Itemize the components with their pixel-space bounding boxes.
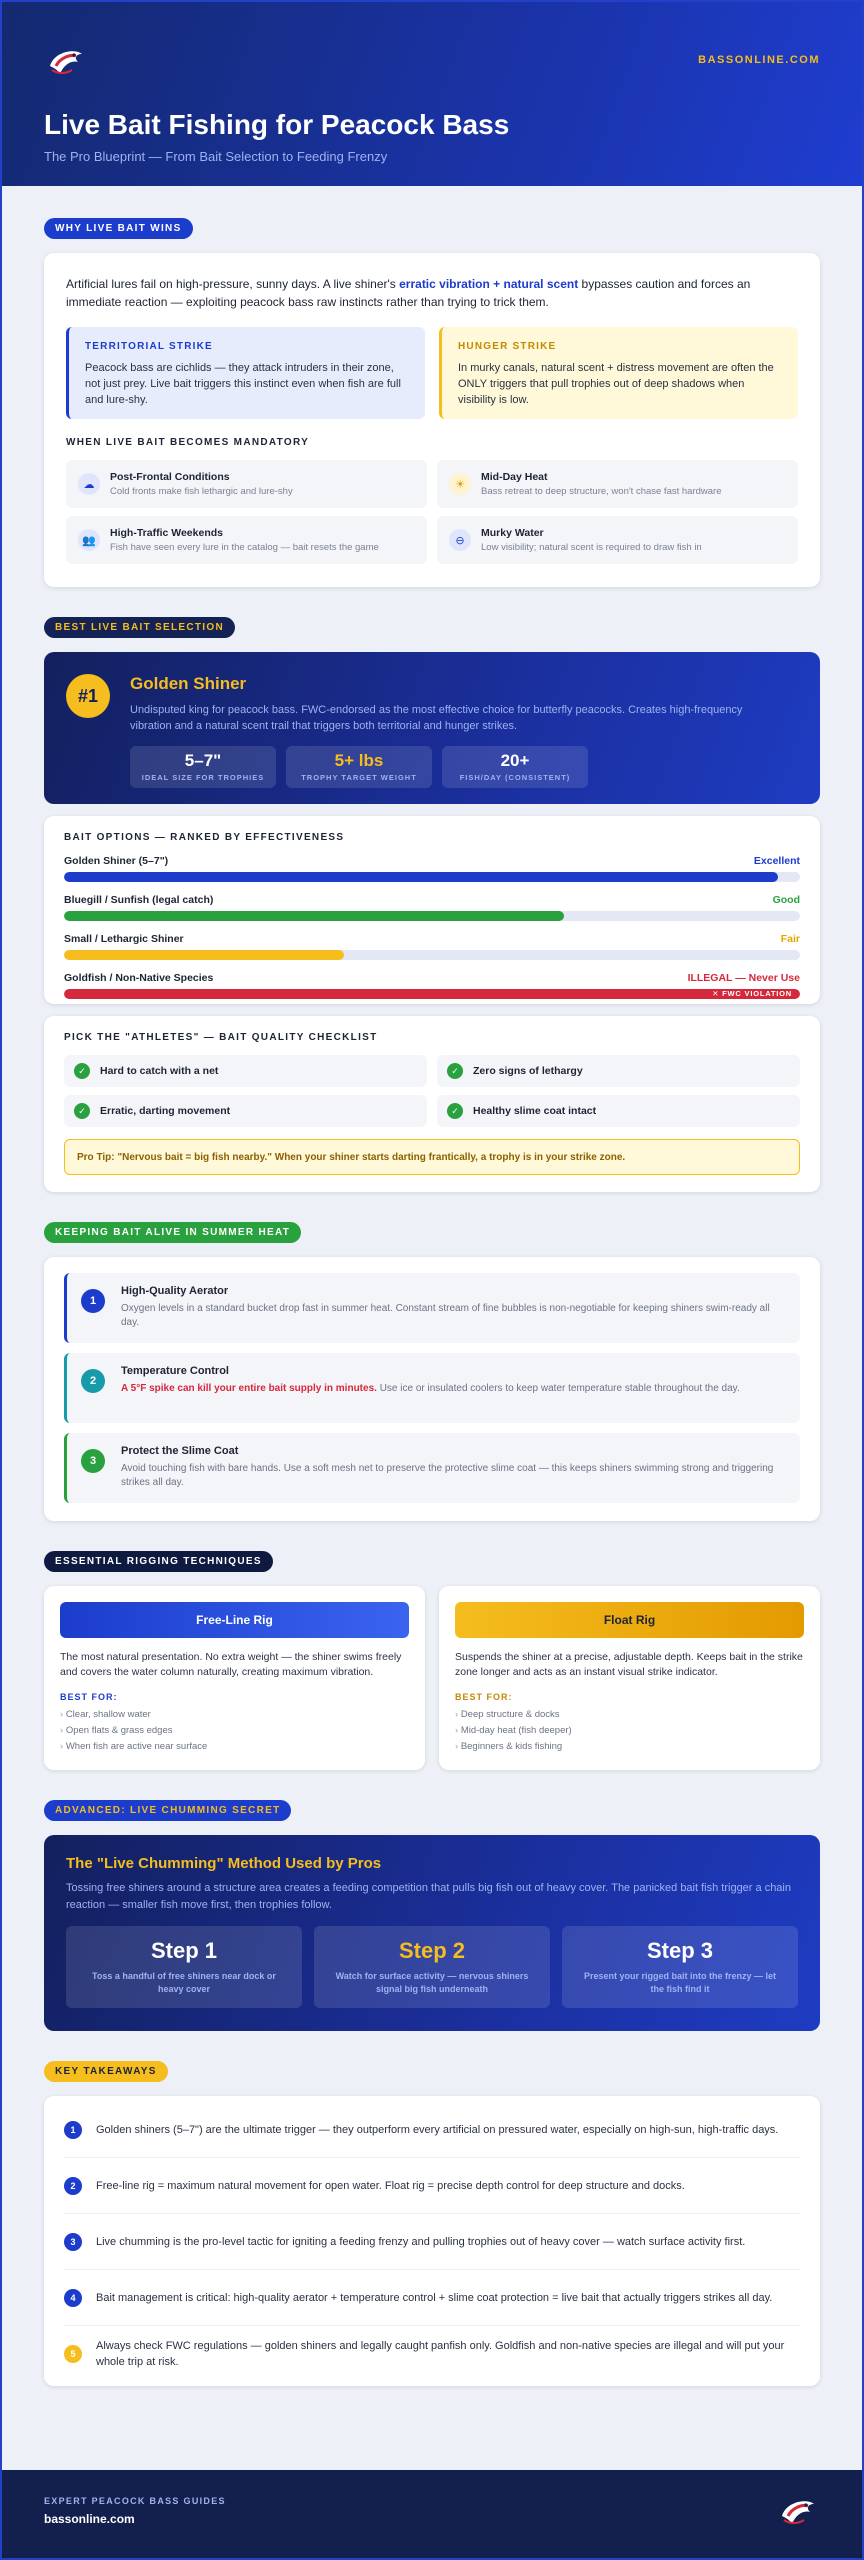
mandatory-heading: WHEN LIVE BAIT BECOMES MANDATORY: [66, 437, 310, 448]
effectiveness-bar-fill: [64, 911, 564, 921]
free-line-rig-card: Free-Line Rig The most natural presentation. No extra weight — the shiner swims freely and covers the water column naturally, creating maximum vibration. BEST FOR: › Clear, shallow water › Open flats & grass edges › When fish are active near surface: [44, 1586, 425, 1770]
bass-logo-icon: [776, 2490, 820, 2534]
page-title: Live Bait Fishing for Peacock Bass: [44, 109, 510, 140]
site-url-link[interactable]: BASSONLINE.COM: [698, 54, 820, 66]
chumming-title: The "Live Chumming" Method Used by Pros: [66, 1855, 382, 1872]
bait-rank-row: [64, 894, 800, 921]
stat-trophy-weight: 5+ lbs TROPHY TARGET WEIGHT: [286, 746, 432, 788]
bait-name: Bluegill / Sunfish (legal catch): [64, 894, 214, 906]
pro-tip: Pro Tip: "Nervous bait = big fish nearby." When your shiner starts darting frantically, a trophy is in your strike zone.: [64, 1139, 800, 1175]
key-takeaways-card: [44, 2096, 820, 2386]
footer: [2, 2470, 862, 2558]
check-icon: ✓: [447, 1063, 463, 1079]
list-item: › Open flats & grass edges: [60, 1723, 409, 1739]
step-slime-coat: 3 Protect the Slime Coat Avoid touching fish with bare hands. Use a soft mesh net to preserve the protective slime coat — this keeps shiners swimming strong and triggering strikes all day.: [64, 1433, 800, 1503]
bait-rating: Good: [772, 894, 800, 906]
takeaway-item: 5 Always check FWC regulations — golden shiners and legally caught panfish only. Goldfish and non-native species are illegal and will put your whole trip at risk.: [64, 2326, 800, 2382]
takeaway-item: 2 Free-line rig = maximum natural movement for open water. Float rig = precise depth control for deep structure and docks.: [64, 2158, 800, 2214]
eye-icon: ⊖: [449, 529, 471, 551]
chumming-text: Tossing free shiners around a structure area creates a feeding competition that pulls big fish out of heavy cover. The panicked bait fish trigger a chain reaction — smaller fish move first, then trophies follow.: [66, 1882, 791, 1911]
effectiveness-bar: [64, 989, 800, 999]
stat-fish-per-day: 20+ FISH/DAY (CONSISTENT): [442, 746, 588, 788]
bait-rank-row: [64, 933, 800, 960]
bait-rating: ILLEGAL — Never Use: [687, 972, 800, 984]
list-item: › Beginners & kids fishing: [455, 1739, 804, 1755]
sun-icon: ☀: [449, 473, 471, 495]
step-temperature: 2 Temperature Control A 5°F spike can kill your entire bait supply in minutes. Use ice or insulated coolers to keep water temperature stable throughout the day.: [64, 1353, 800, 1423]
bait-checklist-card: [44, 1016, 820, 1192]
checklist-item: ✓ Healthy slime coat intact: [437, 1095, 800, 1127]
rank-badge: #1: [66, 674, 110, 718]
check-icon: ✓: [447, 1103, 463, 1119]
why-live-bait-card: [44, 253, 820, 587]
footer-url-link[interactable]: bassonline.com: [44, 2512, 135, 2526]
cloud-icon: ☁: [78, 473, 100, 495]
effectiveness-bar: [64, 872, 800, 882]
bass-logo-icon: [44, 40, 88, 84]
float-rig-card: Float Rig Suspends the shiner at a precise, adjustable depth. Keeps bait in the strike zone longer and acts as an instant visual strike indicator. BEST FOR: › Deep structure & docks › Mid-day heat (fish deeper) › Beginners & kids fishing: [439, 1586, 820, 1770]
effectiveness-bar: [64, 911, 800, 921]
list-item: › When fish are active near surface: [60, 1739, 409, 1755]
checklist-item: ✓ Hard to catch with a net: [64, 1055, 427, 1087]
check-icon: ✓: [74, 1103, 90, 1119]
checklist-heading: PICK THE "ATHLETES" — BAIT QUALITY CHECKLIST: [64, 1032, 378, 1043]
bait-name: Small / Lethargic Shiner: [64, 933, 184, 945]
bait-name: Goldfish / Non-Native Species: [64, 972, 214, 984]
keeping-bait-alive-pill: KEEPING BAIT ALIVE IN SUMMER HEAT: [44, 1222, 301, 1243]
bait-rank-row: [64, 972, 800, 999]
stat-ideal-size: 5–7" IDEAL SIZE FOR TROPHIES: [130, 746, 276, 788]
free-line-rig-title: Free-Line Rig: [60, 1602, 409, 1638]
golden-shiner-card: [44, 652, 820, 804]
footer-label: EXPERT PEACOCK BASS GUIDES: [44, 2496, 226, 2506]
list-item: › Deep structure & docks: [455, 1707, 804, 1723]
takeaway-item: 3 Live chumming is the pro-level tactic for igniting a feeding frenzy and pulling trophies out of heavy cover — watch surface activity first.: [64, 2214, 800, 2270]
golden-shiner-desc: Undisputed king for peacock bass. FWC-endorsed as the most effective choice for butterfly peacocks. Creates high-frequency vibration and a natural scent trail that triggers both territorial and hunger strikes.: [130, 704, 743, 732]
chumming-pill: ADVANCED: LIVE CHUMMING SECRET: [44, 1800, 291, 1821]
keeping-bait-alive-card: [44, 1257, 820, 1521]
effectiveness-bar-fill: [64, 989, 800, 999]
effectiveness-bar-fill: [64, 950, 344, 960]
condition-mid-day-heat: ☀ Mid-Day Heat Bass retreat to deep structure, won't chase fast hardware: [437, 460, 798, 508]
takeaway-item: 1 Golden shiners (5–7") are the ultimate trigger — they outperform every artificial on pressured water, especially on high-sun, high-traffic days.: [64, 2102, 800, 2158]
float-rig-title: Float Rig: [455, 1602, 804, 1638]
header: [2, 2, 862, 186]
bait-rating: Fair: [780, 933, 800, 945]
chum-step-2: Step 2 Watch for surface activity — nervous shiners signal big fish underneath: [314, 1926, 550, 2008]
bait-rank-row: [64, 855, 800, 882]
best-bait-pill: BEST LIVE BAIT SELECTION: [44, 617, 235, 638]
page-subtitle: The Pro Blueprint — From Bait Selection to Feeding Frenzy: [44, 149, 388, 164]
bait-ranking-card: [44, 816, 820, 1004]
rigging-pill: ESSENTIAL RIGGING TECHNIQUES: [44, 1551, 273, 1572]
condition-post-frontal: ☁ Post-Frontal Conditions Cold fronts make fish lethargic and lure-shy: [66, 460, 427, 508]
live-chumming-card: [44, 1835, 820, 2031]
list-item: › Mid-day heat (fish deeper): [455, 1723, 804, 1739]
people-icon: 👥: [78, 529, 100, 551]
bait-name: Golden Shiner (5–7"): [64, 855, 169, 867]
why-live-bait-pill: WHY LIVE BAIT WINS: [44, 218, 193, 239]
condition-high-traffic: 👥 High-Traffic Weekends Fish have seen every lure in the catalog — bait resets the game: [66, 516, 427, 564]
step-aerator: 1 High-Quality Aerator Oxygen levels in a standard bucket drop fast in summer heat. Constant stream of fine bubbles is non-negotiable for keeping shiners swim-ready all day.: [64, 1273, 800, 1343]
takeaway-item: 4 Bait management is critical: high-quality aerator + temperature control + slime coat protection = live bait that actually triggers strikes all day.: [64, 2270, 800, 2326]
condition-murky-water: ⊖ Murky Water Low visibility; natural scent is required to draw fish in: [437, 516, 798, 564]
key-takeaways-pill: KEY TAKEAWAYS: [44, 2061, 168, 2082]
hunger-strike-box: HUNGER STRIKE In murky canals, natural scent + distress movement are often the ONLY triggers that pull trophies out of deep shadows when visibility is low.: [439, 327, 798, 419]
bait-rating: Excellent: [753, 855, 800, 867]
territorial-strike-box: TERRITORIAL STRIKE Peacock bass are cichlids — they attack intruders in their zone, not just prey. Live bait triggers this instinct even when fish are full and lure-shy.: [66, 327, 425, 419]
checklist-item: ✓ Zero signs of lethargy: [437, 1055, 800, 1087]
golden-shiner-title: Golden Shiner: [130, 674, 247, 693]
chum-step-1: Step 1 Toss a handful of free shiners near dock or heavy cover: [66, 1926, 302, 2008]
chum-step-3: Step 3 Present your rigged bait into the frenzy — let the fish find it: [562, 1926, 798, 2008]
list-item: › Clear, shallow water: [60, 1707, 409, 1723]
effectiveness-bar: [64, 950, 800, 960]
effectiveness-bar-fill: [64, 872, 778, 882]
intro-text: Artificial lures fail on high-pressure, sunny days. A live shiner's erratic vibration + natural scent bypasses caution and forces an immediate reaction — exploiting peacock bass raw instincts rather than trying to trick them.: [66, 277, 751, 309]
check-icon: ✓: [74, 1063, 90, 1079]
ranking-heading: BAIT OPTIONS — RANKED BY EFFECTIVENESS: [64, 832, 345, 843]
checklist-item: ✓ Erratic, darting movement: [64, 1095, 427, 1127]
fwc-violation-tag: ✕ FWC VIOLATION: [712, 989, 792, 998]
